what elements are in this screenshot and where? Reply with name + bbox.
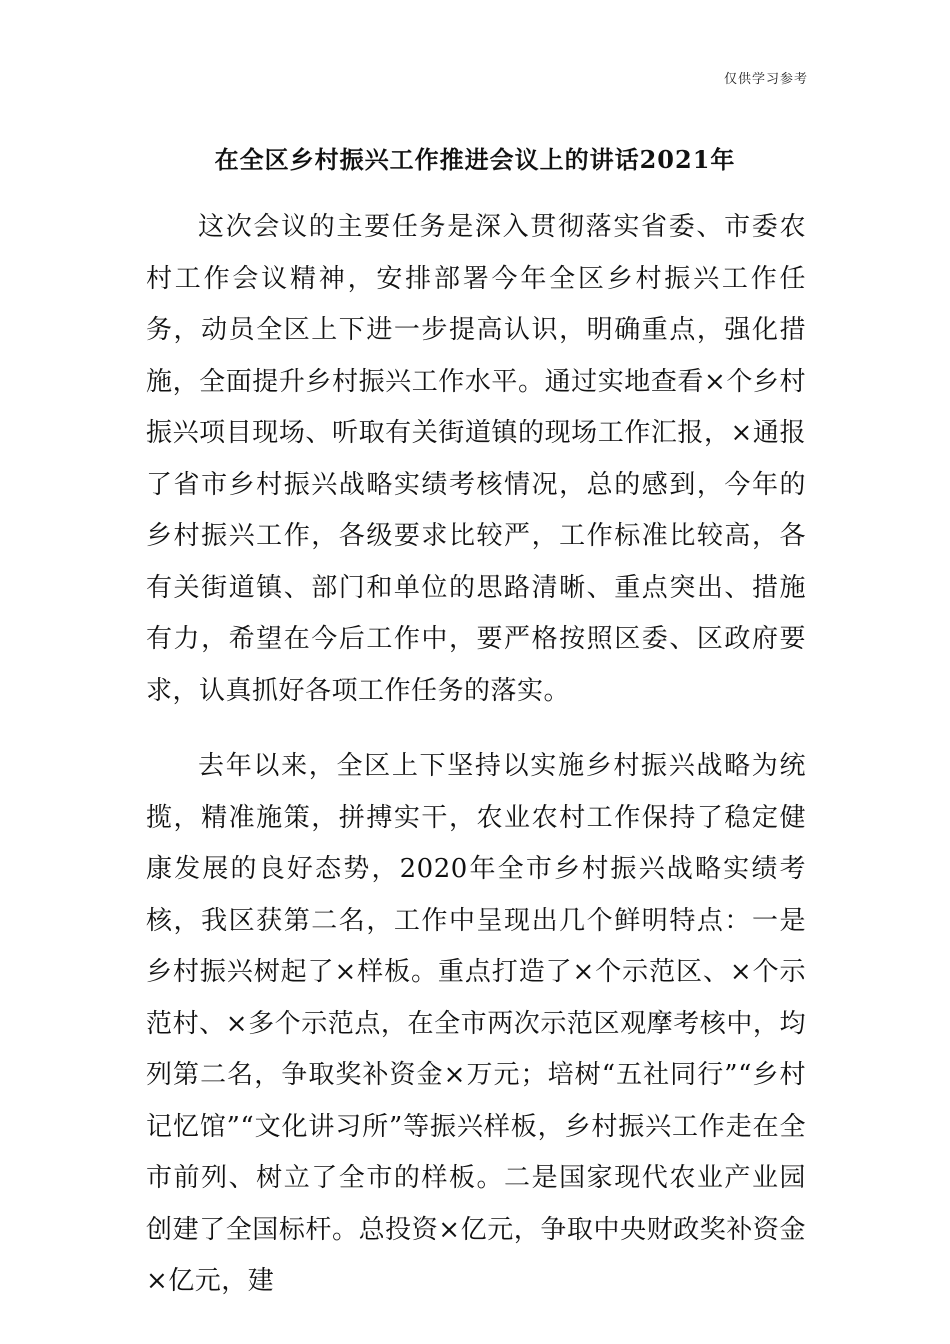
paragraph: 去年以来，全区上下坚持以实施乡村振兴战略为统揽，精准施策，拼搏实干，农业农村工作保持了稳定健康发展的良好态势，2020年全市乡村振兴战略实绩考核，我区获第二名，工作中呈现出几个鲜明特点：一是乡村振兴树起了×样板。重点打造了×个示范区、×个示范村、×多个示范点，在全市两次示范区观摩考核中，均列第二名，争取奖补资金×万元；培树“五社同行”“乡村记忆馆”“文化讲习所”等振兴样板，乡村振兴工作走在全市前列、树立了全市的样板。二是国家现代农业产业园创建了全国标杆。总投资×亿元，争取中央财政奖补资金×亿元，建 [146, 751, 806, 1296]
document-title: 在全区乡村振兴工作推进会议上的讲话2021年 [214, 145, 736, 174]
document-body [146, 202, 806, 1308]
header-note: 仅供学习参考 [723, 72, 808, 87]
paragraph: 这次会议的主要任务是深入贯彻落实省委、市委农村工作会议精神，安排部署今年全区乡村振兴工作任务，动员全区上下进一步提高认识，明确重点，强化措施，全面提升乡村振兴工作水平。通过实地查看×个乡村振兴项目现场、听取有关街道镇的现场工作汇报，×通报了省市乡村振兴战略实绩考核情况，总的感到，今年的乡村振兴工作，各级要求比较严，工作标准比较高，各有关街道镇、部门和单位的思路清晰、重点突出、措施有力，希望在今后工作中，要严格按照区委、区政府要求，认真抓好各项工作任务的落实。 [146, 212, 806, 706]
